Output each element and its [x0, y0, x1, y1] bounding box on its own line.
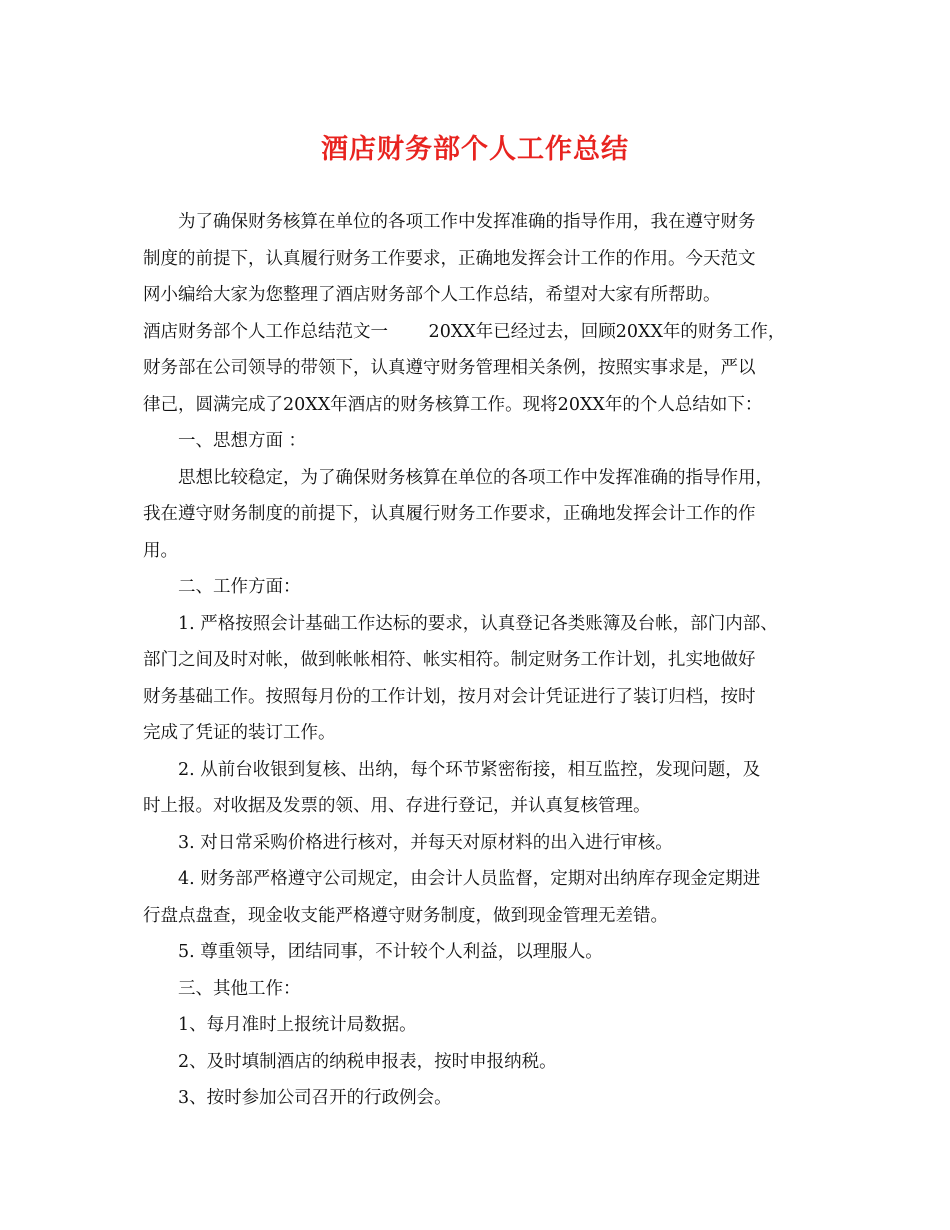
- list-item: 5. 尊重领导，团结同事，不计较个人利益，以理服人。: [178, 942, 603, 962]
- list-item: 1. 严格按照会计基础工作达标的要求，认真登记各类账簿及台帐，部门内部、: [178, 613, 778, 634]
- body-line: 我在遵守财务制度的前提下，认真履行财务工作要求，正确地发挥会计工作的作: [143, 504, 756, 524]
- list-item: 3. 对日常采购价格进行核对，并每天对原材料的出入进行审核。: [178, 832, 673, 853]
- body-line: 制度的前提下，认真履行财务工作要求，正确地发挥会计工作的作用。今天范文: [143, 248, 756, 269]
- body-line: 部门之间及时对帐，做到帐帐相符、帐实相符。制定财务工作计划，扎实地做好: [143, 650, 756, 670]
- list-item: 2、及时填制酒店的纳税申报表，按时申报纳税。: [178, 1051, 557, 1072]
- body-line: 为了确保财务核算在单位的各项工作中发挥准确的指导作用，我在遵守财务: [178, 212, 756, 232]
- list-item: 2. 从前台收银到复核、出纳，每个环节紧密衔接，相互监控，发现问题，及: [178, 759, 761, 780]
- body-line: 思想比较稳定，为了确保财务核算在单位的各项工作中发挥准确的指导作用，: [178, 467, 773, 488]
- body-line: 财务部在公司领导的带领下，认真遵守财务管理相关条例，按照实事求是，严以: [143, 358, 756, 378]
- body-line: 网小编给大家为您整理了酒店财务部个人工作总结，希望对大家有所帮助。: [143, 285, 721, 305]
- document-body: [143, 204, 823, 1117]
- body-line: 时上报。对收据及发票的领、用、存进行登记，并认真复核管理。: [143, 796, 651, 816]
- body-line: 用。: [143, 540, 178, 561]
- body-line: 酒店财务部个人工作总结范文一 20XX年已经过去，回顾20XX年的财务工作，: [143, 321, 786, 342]
- body-line: 律己，圆满完成了20XX年酒店的财务核算工作。现将20XX年的个人总结如下：: [143, 394, 763, 415]
- body-line: 行盘点盘查，现金收支能严格遵守财务制度，做到现金管理无差错。: [143, 905, 668, 926]
- section-heading: 一、思想方面 ：: [178, 431, 307, 451]
- section-heading: 三、其他工作：: [178, 978, 301, 999]
- body-line: 财务基础工作。按照每月份的工作计划，按月对会计凭证进行了装订归档，按时: [143, 686, 756, 707]
- list-item: 3、按时参加公司召开的行政例会。: [178, 1088, 452, 1108]
- section-heading: 二、工作方面：: [178, 577, 301, 597]
- list-item: 4. 财务部严格遵守公司规定，由会计人员监督，定期对出纳库存现金定期进: [178, 869, 761, 889]
- list-item: 1、每月准时上报统计局数据。: [178, 1015, 417, 1035]
- document-title: 酒店财务部个人工作总结: [321, 134, 629, 165]
- body-line: 完成了凭证的装订工作。: [143, 723, 336, 743]
